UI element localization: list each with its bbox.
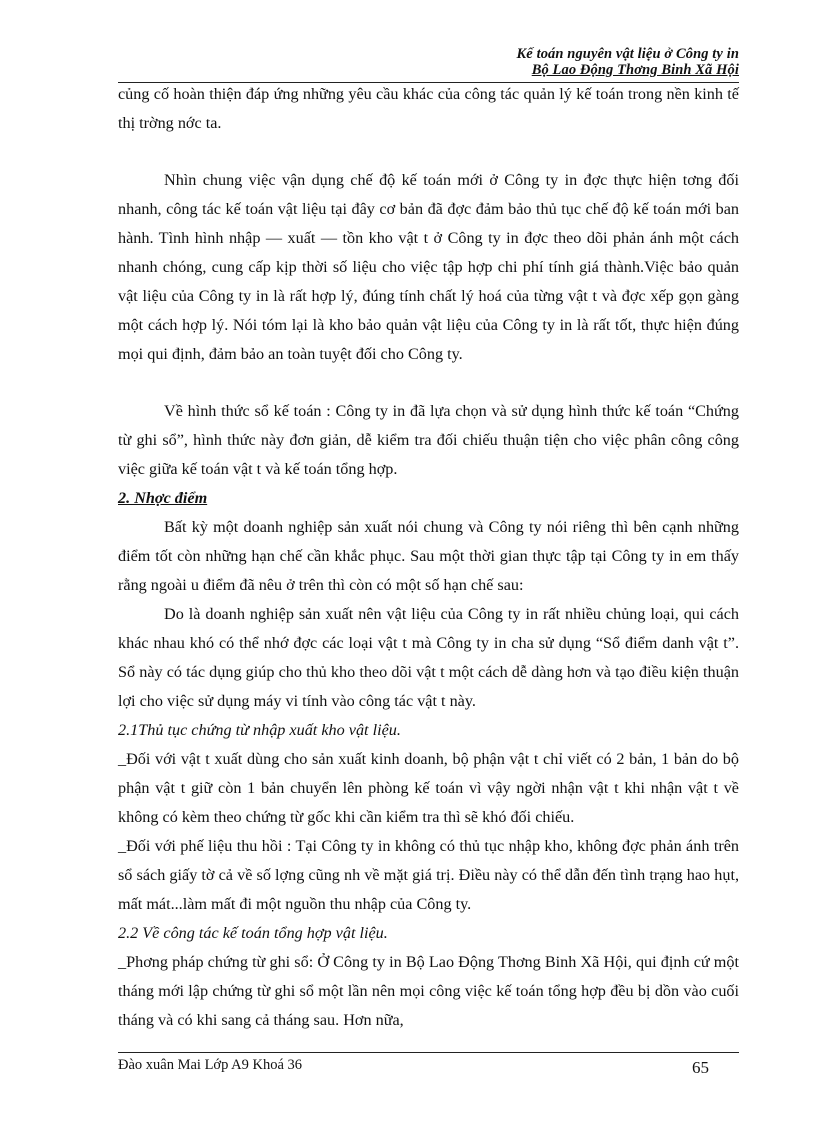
header-title-line1: Kế toán nguyên vật liệu ở Công ty in xyxy=(516,46,739,62)
footer-author: Đào xuân Mai Lớp A9 Khoá 36 xyxy=(118,1057,303,1073)
section-heading xyxy=(118,484,739,513)
running-footer xyxy=(118,1052,739,1078)
subsection-heading: 2.1Thủ tục chứng từ nhập xuất kho vật liệu. xyxy=(118,721,401,739)
subsection-heading: 2.2 Về công tác kế toán tổng hợp vật liệu. xyxy=(118,924,388,942)
paragraph: củng cố hoàn thiện đáp ứng những yêu cầu khác của công tác quản lý kế toán trong nền kinh tế thị trờng nớc ta. xyxy=(118,85,739,132)
page-body xyxy=(118,80,739,1035)
paragraph: _Đối với phế liệu thu hồi : Tại Công ty in không có thủ tục nhập kho, không đợc phản ánh trên sổ sách giấy tờ cả về số lợng cũng nh về mặt giá trị. Điều này có thể dẫn đến tình trạng hao hụt, mất mát...làm mất đi một nguồn thu nhập của Công ty. xyxy=(118,837,739,913)
paragraph: Về hình thức sổ kế toán : Công ty in đã lựa chọn và sử dụng hình thức kế toán “Chứng từ ghi sổ”, hình thức này đơn giản, dễ kiểm tra đối chiếu thuận tiện cho việc phân công công việc giữa kế toán vật t và kế toán tổng hợp. xyxy=(118,402,739,478)
running-header xyxy=(118,46,739,83)
paragraph: Do là doanh nghiệp sản xuất nên vật liệu của Công ty in rất nhiều chủng loại, qui cách khác nhau khó có thể nhớ đợc các loại vật t mà Công ty in cha sử dụng “Sổ điểm danh vật t”. Sổ này có tác dụng giúp cho thủ kho theo dõi vật t một cách dễ dàng hơn và tạo điều kiện thuận lợi cho việc sử dụng máy vi tính vào công tác vật t này. xyxy=(118,605,739,710)
paragraph: _Phơng pháp chứng từ ghi sổ: Ở Công ty in Bộ Lao Động Thơng Binh Xã Hội, qui định cứ một tháng mới lập chứng từ ghi sổ một lần nên mọi công việc kế toán tổng hợp đều bị dồn vào cuối tháng và có khi sang cả tháng sau. Hơn nữa, xyxy=(118,953,739,1029)
paragraph: Nhìn chung việc vận dụng chế độ kế toán mới ở Công ty in đợc thực hiện tơng đối nhanh, công tác kế toán vật liệu tại đây cơ bản đã đợc đảm bảo thủ tục chế độ kế toán mới ban hành. Tình hình nhập — xuất — tồn kho vật t ở Công ty in đợc theo dõi phản ánh một cách nhanh chóng, cung cấp kịp thời số liệu cho việc tập hợp chi phí tính giá thành.Việc bảo quản vật liệu của Công ty in là rất hợp lý, đúng tính chất lý hoá của từng vật t và đợc xếp gọn gàng một cách hợp lý. Nói tóm lại là kho bảo quản vật liệu của Công ty in là rất tốt, thực hiện đúng mọi qui định, đảm bảo an toàn tuyệt đối cho Công ty. xyxy=(118,171,739,363)
paragraph: _Đối với vật t xuất dùng cho sản xuất kinh doanh, bộ phận vật t chỉ viết có 2 bản, 1 bản do bộ phận vật t giữ còn 1 bản chuyển lên phòng kế toán vì vậy ngời nhận vật t khi nhận vật t về không có kèm theo chứng từ gốc khi cần kiểm tra thì sẽ khó đối chiếu. xyxy=(118,750,739,826)
paragraph: Bất kỳ một doanh nghiệp sản xuất nói chung và Công ty nói riêng thì bên cạnh những điểm tốt còn những hạn chế cần khắc phục. Sau một thời gian thực tập tại Công ty in em thấy rằng ngoài u điểm đã nêu ở trên thì còn có một số hạn chế sau: xyxy=(118,518,739,594)
header-title-line2: Bộ Lao Động Thơng Binh Xã Hội xyxy=(531,62,739,78)
section-heading-text: 2. Nhợc điểm xyxy=(118,489,208,507)
page-number: 65 xyxy=(692,1058,709,1077)
